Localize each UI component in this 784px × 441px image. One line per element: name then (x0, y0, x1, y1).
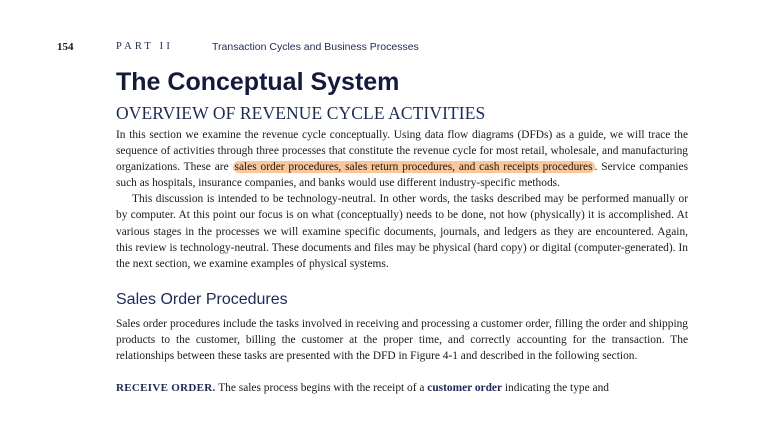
paragraph-intro (116, 127, 688, 191)
highlighted-text: sales order procedures, sales return procedures, and cash receipts procedures (234, 161, 593, 174)
chapter-title: The Conceptual System (116, 68, 400, 96)
page-content (116, 66, 688, 396)
paragraph-receive-order (116, 380, 688, 396)
section-heading: OVERVIEW OF REVENUE CYCLE ACTIVITIES (116, 103, 486, 123)
key-term: customer order (427, 382, 503, 395)
paragraph-intro-text: In this section we examine the revenue cycle conceptually. Using data flow diagrams (DFDs) as a guide, we will trace the sequence of activities through three processes that constitute the revenue cycle for most retail, wholesale, and manufacturing organizations. These are (116, 129, 688, 174)
receive-order-text: The sales process begins with the receipt of a (215, 382, 428, 395)
paragraph-sales-order: Sales order procedures include the tasks involved in receiving and processing a customer order, filling the order and shipping products to the customer, billing the customer at the proper time, and correctly accounting for the transaction. The relationships between these tasks are presented with the DFD in Figure 4-1 and described in the following section. (116, 317, 688, 363)
running-head (57, 40, 784, 54)
paragraph-intro-text-end: . Service companies such as hospitals, insurance companies, and banks would use different industry-specific methods. (116, 161, 688, 190)
paragraph-technology-neutral: This discussion is intended to be technology-neutral. In other words, the tasks described may be performed manually or by computer. At this point our focus is on what (conceptually) needs to be done, not how (physically) it is accomplished. At various stages in the processes we will examine specific documents, journals, and ledgers as they are encountered. Again, this review is technology-neutral. These documents and files may be physical (hard copy) or digital (computer-generated). In the next section, we examine examples of physical systems. (116, 193, 688, 270)
part-title: Transaction Cycles and Business Processes (212, 41, 419, 53)
part-label: PART II (116, 41, 174, 52)
receive-order-text-end: indicating the type and (502, 382, 609, 395)
runin-heading: RECEIVE ORDER. (116, 382, 216, 395)
page-number: 154 (57, 41, 74, 53)
subsection-heading: Sales Order Procedures (116, 290, 288, 308)
